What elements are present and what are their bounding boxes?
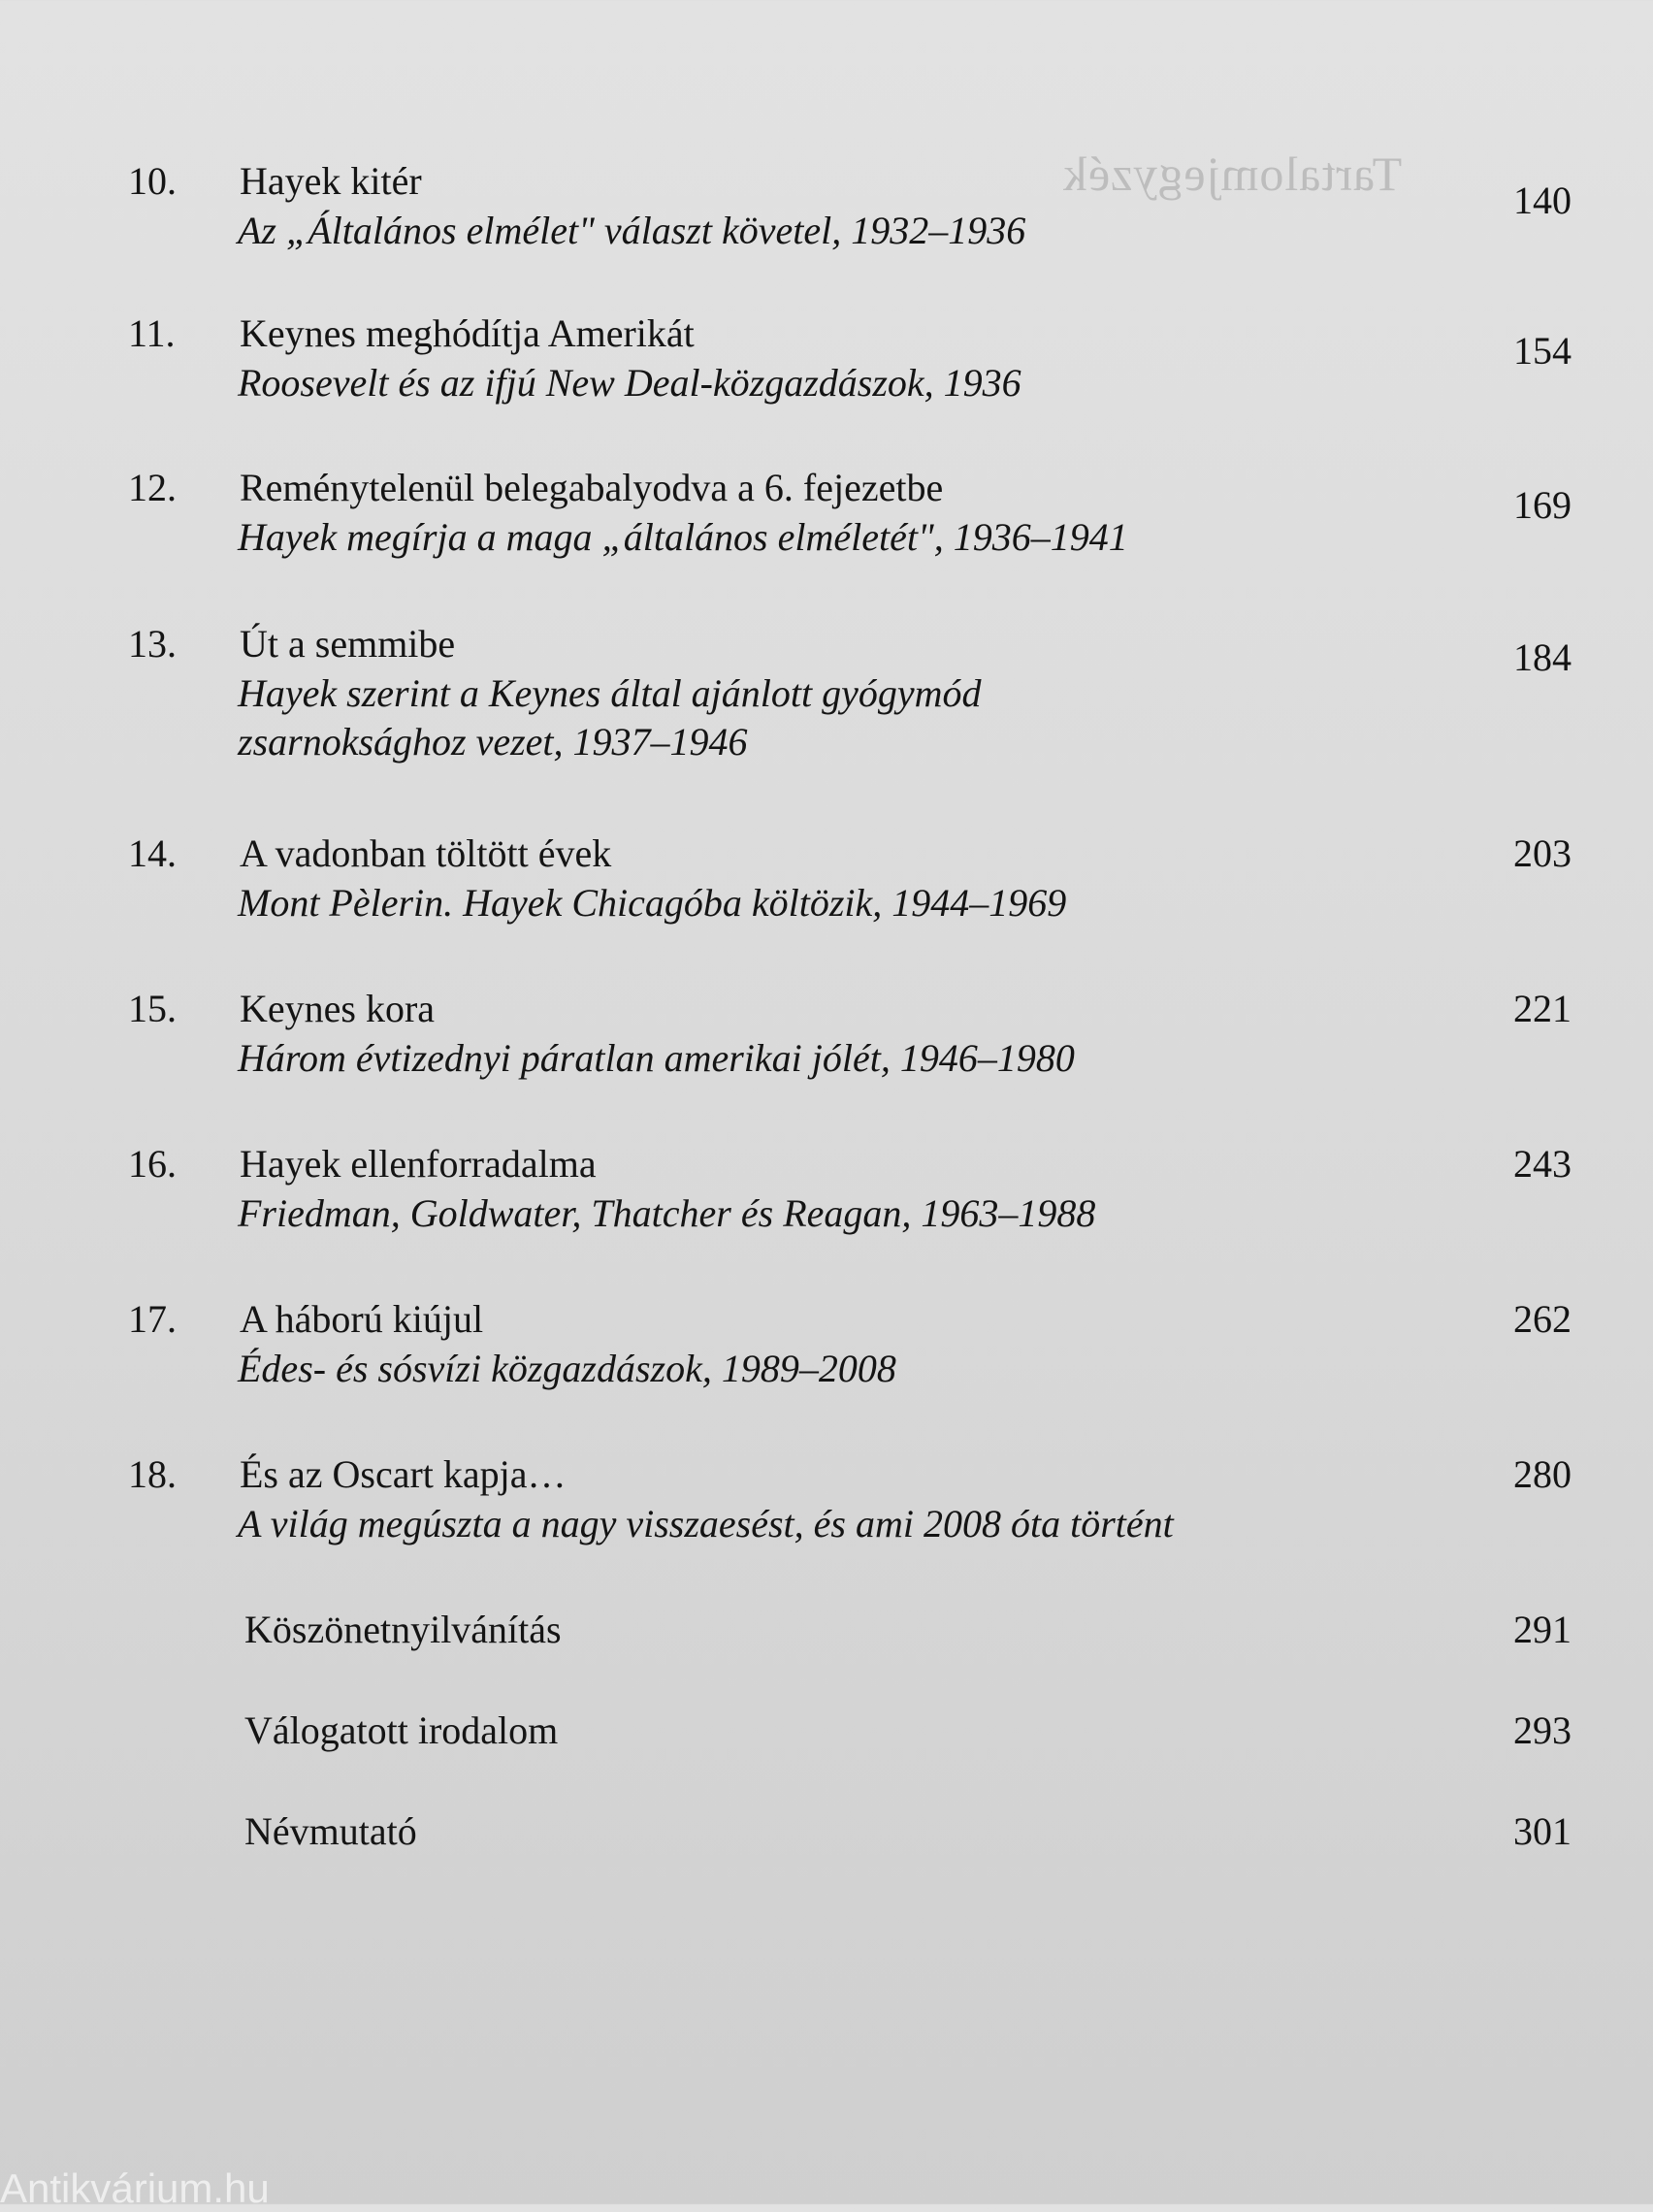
backmatter-acknowledgements-page: 291 <box>1513 1608 1572 1651</box>
chapter-page: 280 <box>1513 1452 1572 1496</box>
chapter-subtitle: A világ megúszta a nagy visszaesést, és ami 2008 óta történt <box>238 1502 1174 1545</box>
chapter-subtitle: Hayek szerint a Keynes által ajánlott gyógymód zsarnoksághoz vezet, 1937–1946 <box>238 671 982 764</box>
chapter-title: Hayek ellenforradalma <box>240 1142 597 1186</box>
backmatter-bibliography: Válogatott irodalom <box>244 1708 559 1752</box>
chapter-subtitle: Édes- és sósvízi közgazdászok, 1989–2008 <box>238 1347 896 1390</box>
ghost-header: Tartalomjegyzék <box>1062 146 1403 201</box>
watermark: Antikvárium.hu <box>0 2165 270 2211</box>
chapter-number: 17. <box>128 1297 177 1341</box>
chapter-title: Reménytelenül belegabalyodva a 6. fejezetbe <box>240 466 944 509</box>
chapter-subtitle: Mont Pèlerin. Hayek Chicagóba költözik, 1944–1969 <box>238 881 1067 925</box>
chapter-title: Út a semmibe <box>240 622 456 666</box>
chapter-page: 169 <box>1513 483 1572 527</box>
chapter-page: 262 <box>1513 1297 1572 1341</box>
chapter-number: 13. <box>128 622 177 666</box>
chapter-title: Hayek kitér <box>240 159 422 203</box>
backmatter-index: Névmutató <box>244 1809 417 1853</box>
backmatter-bibliography-page: 293 <box>1513 1708 1572 1752</box>
chapter-number: 12. <box>128 466 177 509</box>
chapter-subtitle: Hayek megírja a maga „általános elméletét", 1936–1941 <box>238 515 1128 559</box>
chapter-subtitle: Három évtizednyi páratlan amerikai jólét, 1946–1980 <box>238 1036 1075 1080</box>
chapter-number: 16. <box>128 1142 177 1186</box>
chapter-title: A vadonban töltött évek <box>240 831 612 875</box>
chapter-page: 221 <box>1513 987 1572 1030</box>
chapter-number: 18. <box>128 1452 177 1496</box>
chapter-subtitle: Az „Általános elmélet" választ követel, 1932–1936 <box>238 209 1026 252</box>
chapter-page: 203 <box>1513 831 1572 875</box>
chapter-title: Keynes kora <box>240 987 436 1030</box>
chapter-subtitle: Roosevelt és az ifjú New Deal-közgazdászok, 1936 <box>238 361 1021 405</box>
chapter-number: 10. <box>128 159 177 203</box>
chapter-title: És az Oscart kapja… <box>240 1452 567 1496</box>
chapter-page: 140 <box>1513 179 1572 222</box>
chapter-page: 243 <box>1513 1142 1572 1186</box>
chapter-number: 15. <box>128 987 177 1030</box>
chapter-title: Keynes meghódítja Amerikát <box>240 311 695 355</box>
chapter-number: 11. <box>128 311 176 355</box>
chapter-subtitle: Friedman, Goldwater, Thatcher és Reagan, 1963–1988 <box>238 1191 1096 1235</box>
chapter-page: 184 <box>1513 635 1572 679</box>
chapter-title: A háború kiújul <box>240 1297 484 1341</box>
chapter-number: 14. <box>128 831 177 875</box>
chapter-page: 154 <box>1513 329 1572 373</box>
backmatter-acknowledgements: Köszönetnyilvánítás <box>244 1608 562 1651</box>
backmatter-index-page: 301 <box>1513 1809 1572 1853</box>
